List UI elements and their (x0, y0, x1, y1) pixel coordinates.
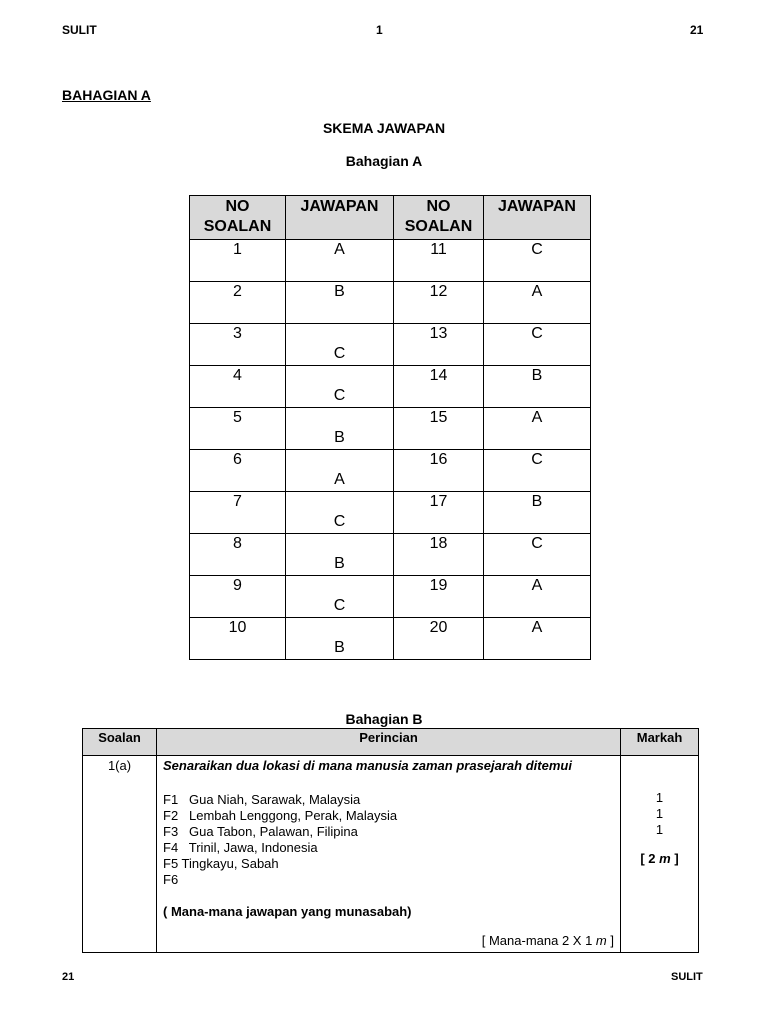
mark-allocation (163, 933, 614, 949)
cell-text: B (334, 555, 345, 572)
allocation-unit: m (595, 933, 607, 948)
header-jawapan-1: JAWAPAN (286, 196, 394, 240)
answer-item: F2 Lembah Lenggong, Perak, Malaysia (163, 808, 398, 823)
table-row (190, 534, 591, 576)
question-number-cell: 12 (394, 282, 484, 324)
answer-cell: B (286, 282, 394, 324)
question-number-cell: 20 (394, 618, 484, 660)
mark-value: 1 (655, 790, 664, 805)
header-no-soalan-1: NO SOALAN (190, 196, 286, 240)
answer-cell (286, 492, 394, 534)
question-number-cell: 8 (190, 534, 286, 576)
question-number-cell: 5 (190, 408, 286, 450)
question-number: 1(a) (83, 756, 157, 953)
total-marks (622, 851, 697, 866)
cell-text: B (334, 429, 345, 446)
cell-text: A (334, 471, 345, 488)
cell-text: C (333, 513, 346, 530)
answer-table-b (82, 728, 699, 953)
header-perincian: Perincian (157, 729, 621, 756)
answer-cell: C (484, 534, 591, 576)
table-row (190, 492, 591, 534)
table-row (190, 324, 591, 366)
table-header-row (190, 196, 591, 240)
answer-cell (286, 534, 394, 576)
answer-item: F3 Gua Tabon, Palawan, Filipina (163, 824, 358, 839)
subtitle-bahagian-a: Bahagian A (345, 153, 423, 169)
cell-text: C (333, 345, 346, 362)
table-row (190, 450, 591, 492)
table-row (190, 282, 591, 324)
question-number-cell: 4 (190, 366, 286, 408)
answer-cell: B (484, 492, 591, 534)
table-row (190, 618, 591, 660)
question-text: Senaraikan dua lokasi di mana manusia zaman prasejarah ditemui (163, 758, 572, 773)
answer-cell (286, 366, 394, 408)
subtitle-bahagian-b: Bahagian B (345, 711, 423, 727)
question-number-cell: 1 (190, 240, 286, 282)
answer-cell: A (484, 408, 591, 450)
allocation-suffix: ] (606, 933, 614, 948)
marks-cell (621, 756, 699, 953)
answer-cell: C (484, 324, 591, 366)
question-number-cell: 17 (394, 492, 484, 534)
table-row (190, 408, 591, 450)
footer-left: 21 (62, 971, 75, 983)
answer-item: F1 Gua Niah, Sarawak, Malaysia (163, 792, 361, 807)
answer-cell: A (484, 282, 591, 324)
question-number-cell: 3 (190, 324, 286, 366)
page-title: SKEMA JAWAPAN (322, 120, 446, 136)
allocation-prefix: [ Mana-mana 2 X 1 (481, 933, 596, 948)
answer-note: ( Mana-mana jawapan yang munasabah) (163, 904, 412, 919)
mark-value: 1 (655, 806, 664, 821)
table-row (190, 366, 591, 408)
question-number-cell: 11 (394, 240, 484, 282)
answer-item: F4 Trinil, Jawa, Indonesia (163, 840, 318, 855)
question-number-cell: 15 (394, 408, 484, 450)
header-right: 21 (690, 23, 704, 37)
mark-value: 1 (655, 822, 664, 837)
cell-text: C (333, 387, 346, 404)
question-number-cell: 10 (190, 618, 286, 660)
answer-cell (286, 576, 394, 618)
footer-right: SULIT (671, 971, 703, 983)
header-no-soalan-2: NO SOALAN (394, 196, 484, 240)
cell-text: B (334, 639, 345, 656)
answer-cell: C (484, 450, 591, 492)
table-header-row (83, 729, 699, 756)
header-left: SULIT (62, 23, 97, 37)
table-row (83, 756, 699, 953)
question-number-cell: 9 (190, 576, 286, 618)
answer-item: F6 (163, 872, 179, 887)
answer-cell (286, 408, 394, 450)
total-suffix: ] (670, 851, 679, 866)
section-heading: BAHAGIAN A (62, 87, 151, 103)
answer-item: F5 Tingkayu, Sabah (163, 856, 279, 871)
answer-cell: C (484, 240, 591, 282)
answer-table-a (189, 195, 591, 660)
cell-text: C (333, 597, 346, 614)
answer-cell: B (484, 366, 591, 408)
answer-cell (286, 618, 394, 660)
answer-cell (286, 324, 394, 366)
question-number-cell: 14 (394, 366, 484, 408)
header-soalan: Soalan (83, 729, 157, 756)
question-number-cell: 18 (394, 534, 484, 576)
total-unit: m (659, 851, 671, 866)
question-number-cell: 13 (394, 324, 484, 366)
answer-item-list (163, 792, 614, 888)
question-number-cell: 16 (394, 450, 484, 492)
answer-cell (286, 450, 394, 492)
header-markah: Markah (621, 729, 699, 756)
table-row (190, 576, 591, 618)
question-number-cell: 6 (190, 450, 286, 492)
total-prefix: [ 2 (640, 851, 660, 866)
answer-cell: A (484, 618, 591, 660)
answer-cell: A (286, 240, 394, 282)
answer-details (157, 756, 621, 953)
header-page-number: 1 (376, 23, 383, 37)
table-row (190, 240, 591, 282)
question-number-cell: 2 (190, 282, 286, 324)
answer-cell: A (484, 576, 591, 618)
header-jawapan-2: JAWAPAN (484, 196, 591, 240)
question-number-cell: 7 (190, 492, 286, 534)
marks-list (622, 790, 697, 838)
question-number-cell: 19 (394, 576, 484, 618)
